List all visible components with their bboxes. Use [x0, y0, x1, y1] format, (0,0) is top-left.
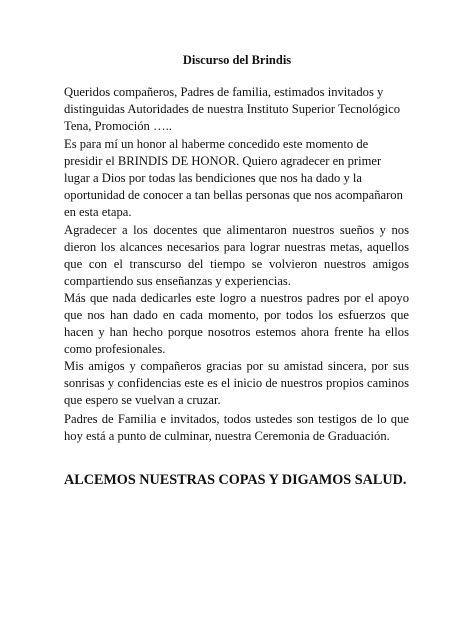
paragraph-graduation: Padres de Familia e invitados, todos ustedes son testigos de lo que hoy está a punto de culminar, nuestra Ceremonia de Graduación.	[64, 412, 409, 443]
paragraph-teachers: Agradecer a los docentes que alimentaron nuestros sueños y nos dieron los alcances necesarios para lograr nuestras metas, aquellos que con el transcurso del tiempo se volvieron nuestros amigos compartiendo sus enseñanzas y experiencias.	[64, 223, 409, 288]
paragraph-greeting: Queridos compañeros, Padres de familia, estimados invitados y distinguidas Autoridades de nuestra Instituto Superior Tecnológico Tena, Promoción …..	[64, 85, 401, 133]
closing-toast: ALCEMOS NUESTRAS COPAS Y DIGAMOS SALUD.	[64, 472, 407, 488]
paragraph-honor: Es para mí un honor al haberme concedido este momento de presidir el BRINDIS DE HONOR. Quiero agradecer en primer lugar a Dios por todas las bendiciones que nos ha dado y la oportunidad de conocer a tan bellas personas que nos acompañaron en esta etapa.	[64, 137, 403, 219]
paragraph-parents: Más que nada dedicarles este logro a nuestros padres por el apoyo que nos han dado en cada momento, por todos los esfuerzos que hacen y han hecho porque nosotros estemos ahora frente ha ellos como profesionales.	[64, 291, 409, 356]
paragraph-friends: Mis amigos y compañeros gracias por su amistad sincera, por sus sonrisas y confidencias este es el inicio de nuestros propios caminos que espero se vuelvan a cruzar.	[64, 359, 409, 407]
document-title: Discurso del Brindis	[182, 53, 292, 67]
